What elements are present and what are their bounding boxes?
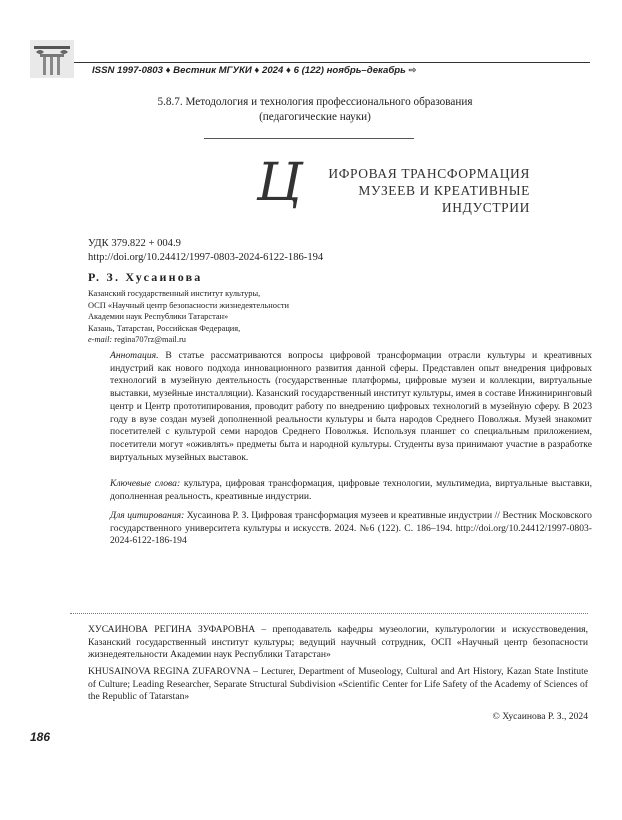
citation-label: Для цитирования: xyxy=(110,510,185,521)
page-number: 186 xyxy=(30,730,51,744)
udk-code: УДК 379.822 + 004.9 xyxy=(88,238,181,249)
author-name: Р. З. Хусаинова xyxy=(88,270,203,284)
doi-link[interactable]: http://doi.org/10.24412/1997-0803-2024-6122-186-194 xyxy=(88,252,324,263)
affil-line-3: Академии наук Республики Татарстан» xyxy=(88,312,229,322)
abstract-label: Аннотация. xyxy=(110,350,159,361)
journal-line: ISSN 1997-0803 ♦ Вестник МГУКИ ♦ 2024 ♦ 6 (122) ноябрь–декабрь ⇨ xyxy=(92,65,417,76)
copyright: © Хусаинова Р. З., 2024 xyxy=(492,711,588,722)
keywords xyxy=(110,478,592,503)
title-line-2: МУЗЕЕВ И КРЕАТИВНЫЕ xyxy=(358,183,530,198)
title-dropcap: Ц xyxy=(256,153,302,213)
title-line-3: ИНДУСТРИИ xyxy=(441,200,530,215)
author-bio-en: KHUSAINOVA REGINA ZUFAROVNA – Lecturer, Department of Museology, Cultural and Art History, Kazan State Institute of Culture; Leading Researcher, Separate Structural Subdivision «Scientific Center for Life Safety of the Academy of Sciences of the Republic of Tatarstan» xyxy=(88,666,588,703)
author-bio-ru: ХУСАИНОВА РЕГИНА ЗУФАРОВНА – преподаватель кафедры музеологии, культурологии и искусствоведения, Казанский государственный институт культуры; ведущий научный сотрудник, ОСП «Научный центр безопасности жизнедеятельности Академии наук Республики Татарстан» xyxy=(88,624,588,661)
udk-block xyxy=(88,237,323,265)
article-title xyxy=(230,153,530,216)
author-affiliation xyxy=(88,288,418,346)
abstract xyxy=(110,350,592,464)
column-capital-icon xyxy=(30,40,74,78)
email-label: e-mail: xyxy=(88,335,113,345)
dotted-separator xyxy=(70,613,588,614)
affil-line-2: ОСП «Научный центр безопасности жизнедеятельности xyxy=(88,300,289,310)
section-heading xyxy=(80,95,550,125)
affil-line-4: Казань, Татарстан, Российская Федерация, xyxy=(88,323,241,333)
citation xyxy=(110,510,592,548)
abstract-text: В статье рассматриваются вопросы цифровой трансформации отрасли культуры и креативных индустрий как нового подхода инновационного развития данной сферы. Представлен опыт внедрения цифровых технологий в музейную деятельность (государственные платформы, цифровые музеи и коллекции, виртуальные выставки, музейные инсталляции). Казанский государственный институт культуры, имея в составе Инжиниринговый центр и Центр прототипирования, проводит работу по внедрению цифровых технологий в музейную сферу. В 2023 году в вузе создан музей дополненной реальности культуры и быта народов Среднего Поволжья. Музей знакомит посетителей с культурой семи народов Среднего Поволжья. Используя планшет со специальным приложением, посетители могут «оживлять» предметы быта и народной культуры. Студенты вуза принимают участие в разработке виртуальных музейных выставок. xyxy=(110,350,592,463)
keywords-label: Ключевые слова: xyxy=(110,478,181,489)
citation-text: Хусаинова Р. З. Цифровая трансформация музеев и креативные индустрии // Вестник Московского государственного университета культуры и искусств. 2024. №6 (122). С. 186–194. http://doi.org/10.24412/1997-0803-2024-6122-186-194 xyxy=(110,510,592,547)
keywords-text: культура, цифровая трансформация, цифровые технологии, мультимедиа, виртуальные выставки, дополненная реальность, креативные индустрии. xyxy=(110,478,592,502)
author-email-line xyxy=(88,334,418,346)
affil-line-1: Казанский государственный институт культуры, xyxy=(88,289,261,298)
section-line-2: (педагогические науки) xyxy=(259,111,371,123)
separator-rule xyxy=(204,138,414,139)
header-rule xyxy=(74,62,590,63)
title-line-1: ИФРОВАЯ ТРАНСФОРМАЦИЯ xyxy=(328,166,530,181)
author-email[interactable]: regina707rz@mail.ru xyxy=(114,335,186,345)
section-line-1: 5.8.7. Методология и технология профессионального образования xyxy=(157,96,473,108)
